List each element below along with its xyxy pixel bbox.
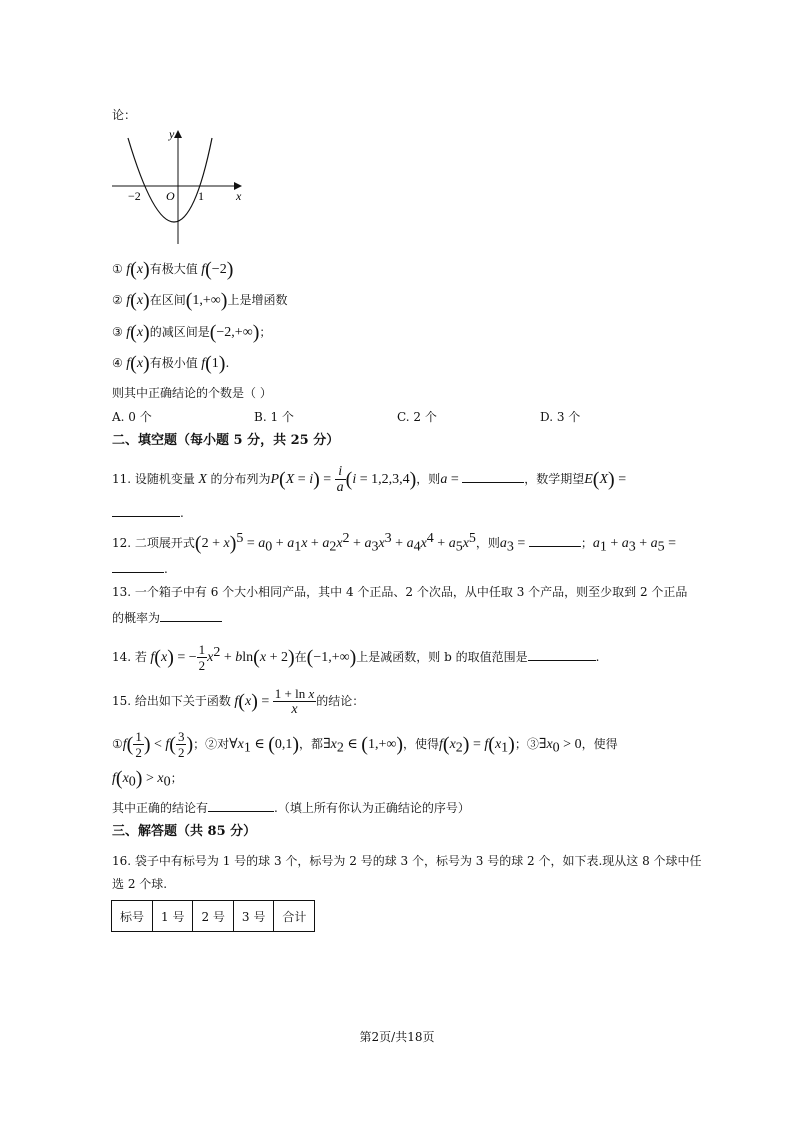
section-2-heading: 二、填空题（每小题 5 分，共 25 分） xyxy=(112,433,340,448)
q15-intro: 15. 给出如下关于函数 f(x) = $\frac{\text{1 + ln x}}{x}$ 的结论： xyxy=(112,686,365,717)
option-c: C. 2 个 xyxy=(397,410,437,424)
x-axis-label: x xyxy=(236,189,242,203)
q10-question: 则其中正确结论的个数是（ ） xyxy=(112,386,272,400)
q16-line2: 选 2 个球. xyxy=(112,877,168,891)
parabola-curve xyxy=(128,138,212,222)
table-header-cell: 3 号 xyxy=(233,901,273,932)
q13-line1: 13. 一个箱子中有 6 个大小相同产品，其中 4 个正品、2 个次品，从中任取 3 个产品，则至少取到 2 个正品 xyxy=(112,585,688,599)
origin-label: O xyxy=(166,189,175,203)
y-axis-label: y xyxy=(169,127,175,141)
q13-line2: 的概率为 xyxy=(112,609,222,627)
parabola-graph xyxy=(110,126,250,250)
option-a: A. 0 个 xyxy=(112,410,152,424)
q11-line1: 11. 设随机变量 X 的分布列为P(X = i) = $\frac{i}{a}$ (i = 1,2,3,4)，则a = ，数学期望E(X) = xyxy=(112,464,627,495)
table-row xyxy=(112,901,315,932)
q16-line1: 16. 袋子中有标号为 1 号的球 3 个，标号为 2 号的球 3 个，标号为 3 号的球 2 个，如下表.现从这 8 个球中任 xyxy=(112,854,702,868)
tick-1-label: 1 xyxy=(198,189,204,203)
table-header-cell: 1 号 xyxy=(153,901,193,932)
table-header-cell: 2 号 xyxy=(193,901,233,932)
q12-line2: . xyxy=(112,560,168,578)
q15-conclusions: ①f( $\frac{1}{2}$ ) < f( $\frac{3}{2}$ )；②对$\forall x_1$ ∈ (0,1)，都$\exists x_2$ ∈ (1,+∞)，使得$f(x_2) = f(x_1)$；$③\exists x_0 > 0$，使得 xyxy=(112,729,618,760)
intro-fragment: 论： xyxy=(112,108,137,122)
tick-neg2-label: −2 xyxy=(128,189,141,203)
q15-answer-line: 其中正确的结论有 .（填上所有你认为正确结论的序号） xyxy=(112,801,470,815)
q10-statement-4: ④ f(x)有极小值 f(1). xyxy=(112,352,230,375)
q14-line: 14. 若 f(x) = − $\frac{1}{2}$ $x^2 + bln(x + 2)$在(−1,+∞)上是减函数，则 b 的取值范围是 . xyxy=(112,642,600,673)
table-header-cell: 标号 xyxy=(112,901,153,932)
q10-statement-1: ① f(x)有极大值 f(−2) xyxy=(112,258,234,281)
q10-statement-2: ② f(x)在区间(1,+∞)上是增函数 xyxy=(112,289,288,312)
q11-line2: . xyxy=(112,504,184,522)
q10-statement-3: ③ f(x)的减区间是(−2,+∞)； xyxy=(112,321,272,344)
q15-conclusion-3-tail: $f(x_0) > x_0$； xyxy=(112,767,183,790)
section-3-heading: 三、解答题（共 85 分） xyxy=(112,824,257,839)
q12-line1: 12. 二项展开式$(2 + x)^5 = a_0 + a_1x + a_2x^2 + a_3x^3 + a_4x^4 + a_5x^5$，则$a_3$ = ；$a_1 + a_3 + a_5$ = xyxy=(112,531,677,555)
option-b: B. 1 个 xyxy=(254,410,294,424)
ball-label-table xyxy=(111,900,315,932)
page-footer: 第2页/共18页 xyxy=(359,1030,435,1044)
option-d: D. 3 个 xyxy=(540,410,581,424)
table-header-cell: 合计 xyxy=(274,901,315,932)
